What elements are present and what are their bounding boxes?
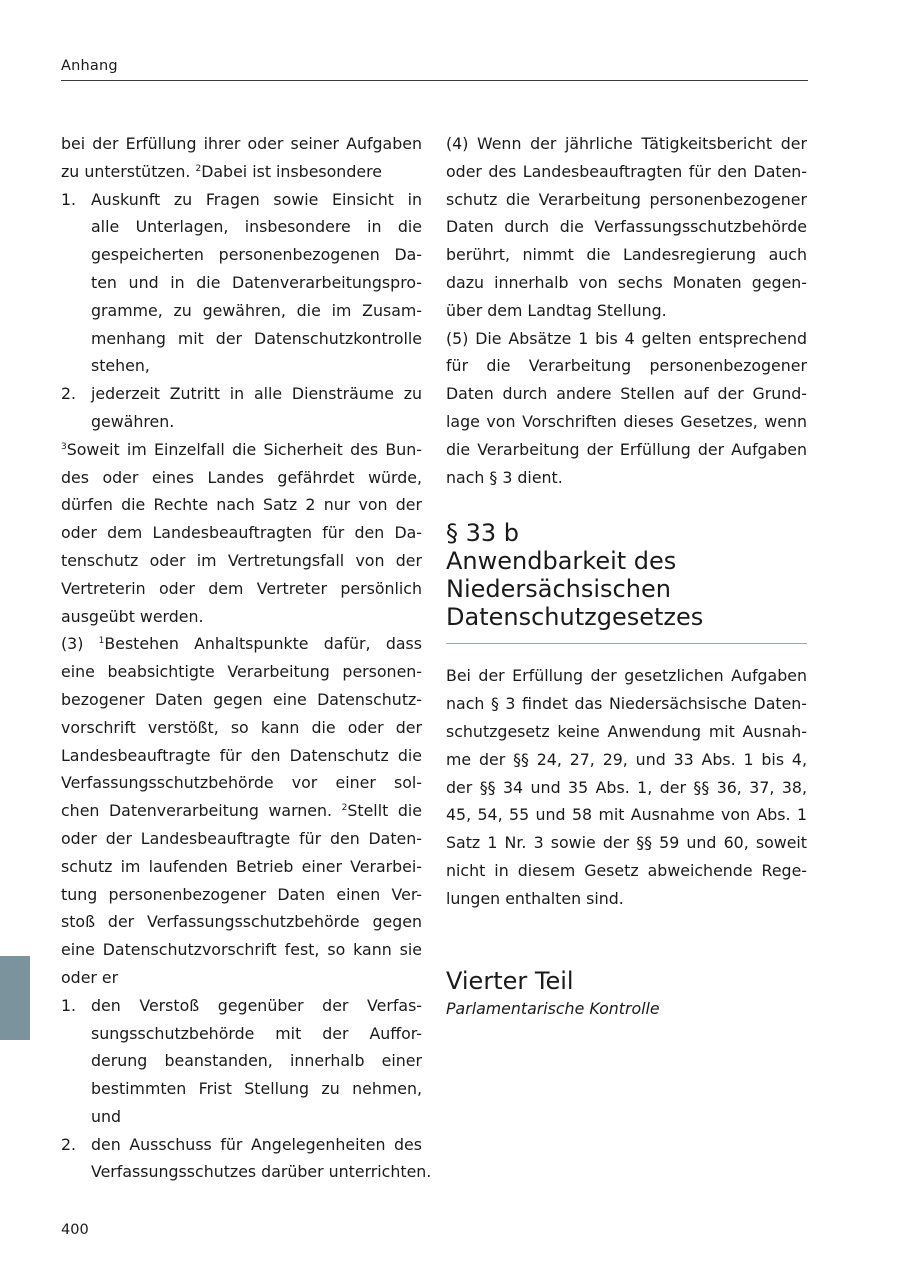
paragraph-number: (3) xyxy=(61,634,84,654)
text-span: Bestehen Anhaltspunkte dafür, dass xyxy=(104,634,422,654)
text-line: über dem Landtag Stellung. xyxy=(446,300,667,320)
text-line: derung beanstanden, innerhalb einer xyxy=(91,1051,422,1071)
right-column xyxy=(446,130,807,1022)
text-line: eine beabsichtigte Verarbeitung personen- xyxy=(61,662,422,682)
text-span: chen Datenverarbeitung warnen. xyxy=(61,801,333,821)
section-title-line: Anwendbarkeit des xyxy=(446,547,677,576)
text-line: Daten durch andere Stellen auf der Grund- xyxy=(446,384,807,404)
text-line: die Verarbeitung der Erfüllung der Aufgaben xyxy=(446,439,807,459)
text-line: oder er xyxy=(61,967,119,987)
text-line xyxy=(61,630,422,658)
text-line: schutz im laufenden Betrieb einer Verarbei- xyxy=(61,856,422,876)
list-item xyxy=(61,380,422,436)
text-line: berührt, nimmt die Landesregierung auch xyxy=(446,245,807,265)
text-line: alle Unterlagen, insbesondere in die xyxy=(91,217,422,237)
text-line: dürfen die Rechte nach Satz 2 nur von der xyxy=(61,495,422,515)
text-line: stehen, xyxy=(91,356,150,376)
left-column xyxy=(61,130,432,1186)
section-number: § 33 b xyxy=(446,519,520,548)
text-line: oder dem Landesbeauftragten für den Da- xyxy=(61,523,422,543)
section-heading xyxy=(446,519,807,631)
text-line: bezogener Daten gegen eine Datenschutz- xyxy=(61,689,422,709)
text-line: stoß der Verfassungsschutzbehörde gegen xyxy=(61,912,422,932)
text-span: Stellt die xyxy=(347,801,422,821)
part-title: Vierter Teil xyxy=(446,966,574,995)
text-line: für die Verarbeitung personenbezogener xyxy=(446,356,807,376)
text-line: Verfassungsschutzbehörde vor einer sol- xyxy=(61,773,422,793)
text-line: des oder eines Landes gefährdet würde, xyxy=(61,467,422,487)
text-line: nach § 3 dient. xyxy=(446,467,563,487)
text-line: oder der Landesbeauftragte für den Daten- xyxy=(61,828,422,848)
text-line: Bei der Erfüllung der gesetzlichen Aufgaben xyxy=(446,666,807,686)
text-line: schutzgesetz keine Anwendung mit Ausnah- xyxy=(446,721,807,741)
text-line: oder des Landesbeauftragten für den Daten- xyxy=(446,161,807,181)
section-rule xyxy=(446,643,807,644)
text-line: den Verstoß gegenüber der Verfas- xyxy=(91,995,422,1015)
text-line: Verfassungsschutzes darüber unterrichten. xyxy=(91,1162,432,1182)
text-line: menhang mit der Datenschutzkontrolle xyxy=(91,328,422,348)
text-line: tenschutz oder im Vertretungsfall von der xyxy=(61,550,422,570)
part-subtitle: Parlamentarische Kontrolle xyxy=(446,998,660,1018)
text-line: gespeicherten personenbezogenen Da- xyxy=(91,245,422,265)
list-item xyxy=(61,186,422,381)
text-line: 45, 54, 55 und 58 mit Ausnahme von Abs. 1 xyxy=(446,805,807,825)
text-line: bestimmten Frist Stellung zu nehmen, xyxy=(91,1079,422,1099)
text-span: zu unterstützen. xyxy=(61,161,191,181)
text-line: nach § 3 findet das Niedersächsische Daten- xyxy=(446,694,807,714)
sentence-number: 2 xyxy=(341,803,348,814)
list-number: 1. xyxy=(61,189,77,209)
text-line xyxy=(61,158,422,186)
text-span: Soweit im Einzelfall die Sicherheit des Bun- xyxy=(66,439,422,459)
sentence-number: 3 xyxy=(61,441,67,452)
text-line: eine Datenschutzvorschrift fest, so kann sie xyxy=(61,940,422,960)
text-line: gewähren. xyxy=(91,411,175,431)
text-line: Auskunft zu Fragen sowie Einsicht in xyxy=(91,189,422,209)
list-number: 2. xyxy=(61,384,77,404)
text-line: ausgeübt werden. xyxy=(61,606,204,626)
list-item xyxy=(61,1131,432,1187)
page-number: 400 xyxy=(61,1222,89,1238)
running-header: Anhang xyxy=(61,58,118,74)
text-line: ten und in die Datenverarbeitungspro- xyxy=(91,272,422,292)
chapter-tab-marker xyxy=(0,956,30,1040)
text-line: Satz 1 Nr. 3 sowie der §§ 59 und 60, soweit xyxy=(446,833,807,853)
text-line: lungen enthalten sind. xyxy=(446,888,624,908)
text-line: (5) Die Absätze 1 bis 4 gelten entsprechend xyxy=(446,328,807,348)
text-line: jederzeit Zutritt in alle Diensträume zu xyxy=(91,384,422,404)
text-line: nicht in diesem Gesetz abweichende Rege- xyxy=(446,860,807,880)
list-item xyxy=(61,992,422,1131)
text-line: vorschrift verstößt, so kann die oder der xyxy=(61,717,422,737)
text-line: lage von Vorschriften dieses Gesetzes, wenn xyxy=(446,411,807,431)
text-line: schutz die Verarbeitung personenbezogener xyxy=(446,189,807,209)
text-line: den Ausschuss für Angelegenheiten des xyxy=(91,1134,422,1154)
text-line: und xyxy=(91,1106,122,1126)
section-title-line: Niedersächsischen xyxy=(446,575,671,604)
text-line: dazu innerhalb von sechs Monaten gegen- xyxy=(446,272,807,292)
text-line: bei der Erfüllung ihrer oder seiner Aufgaben xyxy=(61,134,422,153)
text-line xyxy=(61,797,422,825)
text-line: Vertreterin oder dem Vertreter persönlich xyxy=(61,578,422,598)
text-span: Dabei ist insbesondere xyxy=(201,161,382,181)
text-line: Landesbeauftragte für den Datenschutz die xyxy=(61,745,422,765)
text-line: sungsschutzbehörde mit der Auffor- xyxy=(91,1023,422,1043)
text-line xyxy=(61,436,422,464)
text-line: (4) Wenn der jährliche Tätigkeitsbericht der xyxy=(446,134,807,153)
text-line: der §§ 34 und 35 Abs. 1, der §§ 36, 37, 38, xyxy=(446,777,807,797)
list-number: 2. xyxy=(61,1134,77,1154)
list-number: 1. xyxy=(61,995,77,1015)
sentence-number: 1 xyxy=(98,636,105,647)
text-line: Daten durch die Verfassungsschutzbehörde xyxy=(446,217,807,237)
text-line: gramme, zu gewähren, die im Zusam- xyxy=(91,300,422,320)
text-line: tung personenbezogener Daten einen Ver- xyxy=(61,884,422,904)
sentence-number: 2 xyxy=(195,163,202,174)
header-rule xyxy=(61,80,808,81)
section-title-line: Datenschutzgesetzes xyxy=(446,603,704,632)
text-line: me der §§ 24, 27, 29, und 33 Abs. 1 bis 4, xyxy=(446,749,807,769)
